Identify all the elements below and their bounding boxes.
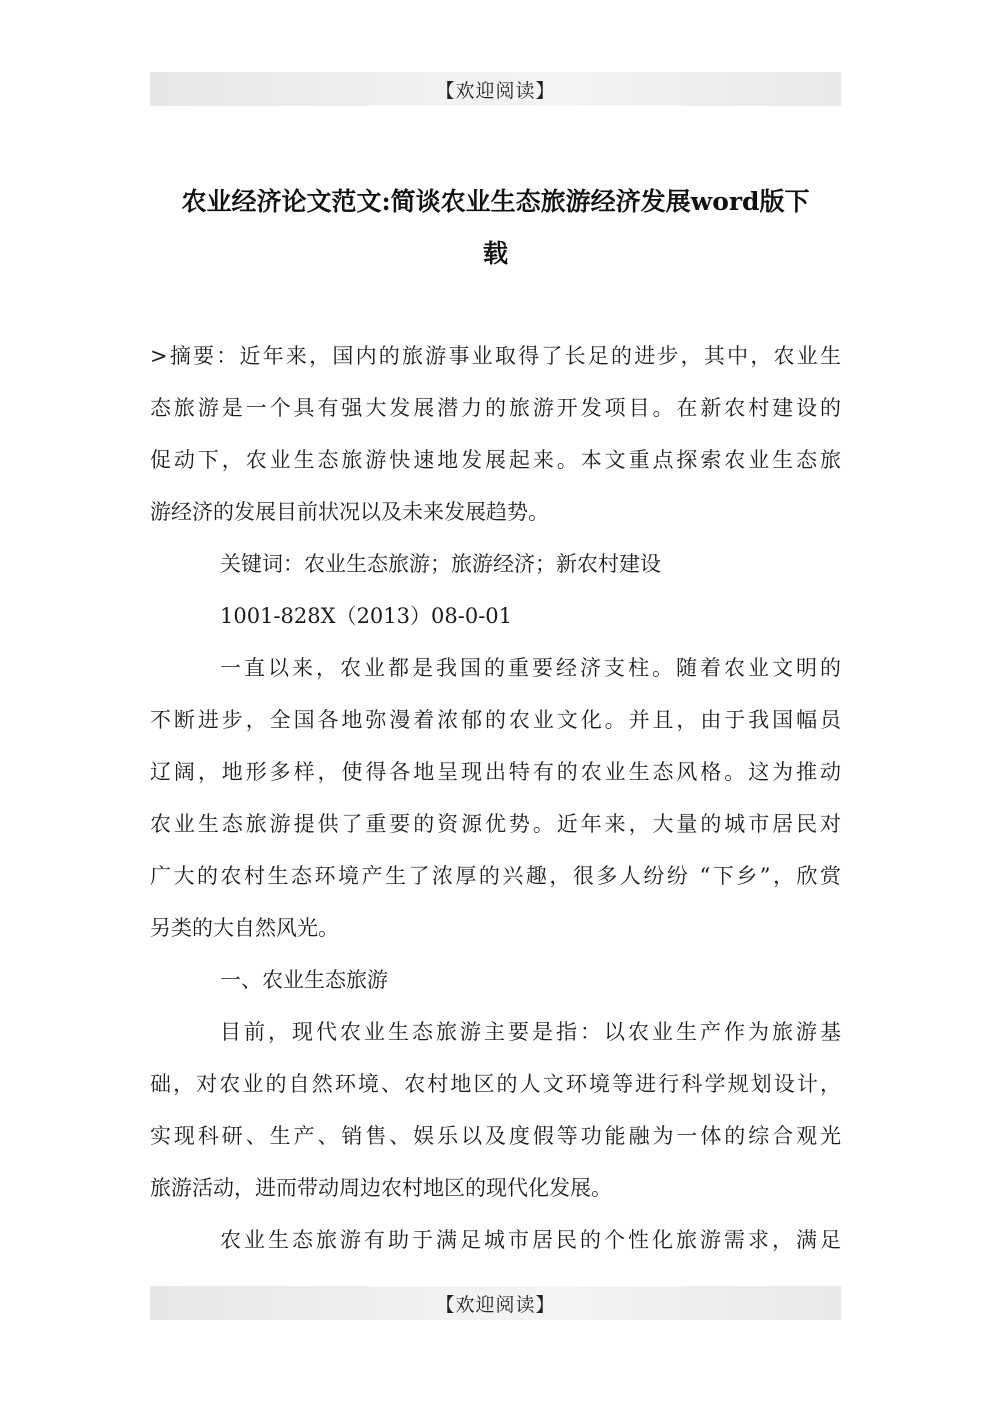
section-heading: 一、农业生态旅游 bbox=[220, 968, 388, 992]
keywords-line: 关键词：农业生态旅游；旅游经济；新农村建设 bbox=[220, 552, 661, 576]
last-paragraph-line: 农业生态旅游有助于满足城市居民的个性化旅游需求，满足 bbox=[220, 1228, 841, 1252]
intro-line-4: 农业生态旅游提供了重要的资源优势。近年来，大量的城市居民对 bbox=[150, 812, 841, 836]
document-body bbox=[150, 330, 841, 1266]
section-line-2: 础，对农业的自然环境、农村地区的人文环境等进行科学规划设计， bbox=[150, 1072, 841, 1096]
intro-line-3: 辽阔，地形多样，使得各地呈现出特有的农业生态风格。这为推动 bbox=[150, 760, 841, 784]
intro-line-2: 不断进步，全国各地弥漫着浓郁的农业文化。并且，由于我国幅员 bbox=[150, 708, 841, 732]
abstract-line-3: 促动下，农业生态旅游快速地发展起来。本文重点探索农业生态旅 bbox=[150, 448, 841, 472]
section-line-1: 目前，现代农业生态旅游主要是指：以农业生产作为旅游基 bbox=[220, 1020, 841, 1044]
intro-paragraph bbox=[150, 642, 841, 954]
abstract-paragraph bbox=[150, 330, 841, 538]
section-line-3: 实现科研、生产、销售、娱乐以及度假等功能融为一体的综合观光 bbox=[150, 1124, 841, 1148]
header-banner: 【欢迎阅读】 bbox=[150, 72, 841, 106]
document-title bbox=[150, 176, 841, 280]
section-line-4: 旅游活动，进而带动周边农村地区的现代化发展。 bbox=[150, 1176, 612, 1200]
abstract-line-4: 游经济的发展目前状况以及未来发展趋势。 bbox=[150, 500, 549, 524]
intro-line-6: 另类的大自然风光。 bbox=[150, 916, 339, 940]
title-line-2: 载 bbox=[482, 239, 508, 268]
document-number: 1001-828X（2013）08-0-01 bbox=[220, 604, 513, 628]
abstract-line-1: >摘要：近年来，国内的旅游事业取得了长足的进步，其中，农业生 bbox=[150, 344, 841, 368]
intro-line-5: 广大的农村生态环境产生了浓厚的兴趣，很多人纷纷 “下乡”，欣赏 bbox=[150, 864, 841, 888]
intro-line-1: 一直以来，农业都是我国的重要经济支柱。随着农业文明的 bbox=[220, 656, 841, 680]
title-line-1: 农业经济论文范文:简谈农业生态旅游经济发展word版下 bbox=[181, 187, 810, 216]
section-paragraph bbox=[150, 1006, 841, 1214]
footer-banner: 【欢迎阅读】 bbox=[150, 1286, 841, 1320]
abstract-line-2: 态旅游是一个具有强大发展潜力的旅游开发项目。在新农村建设的 bbox=[150, 396, 841, 420]
